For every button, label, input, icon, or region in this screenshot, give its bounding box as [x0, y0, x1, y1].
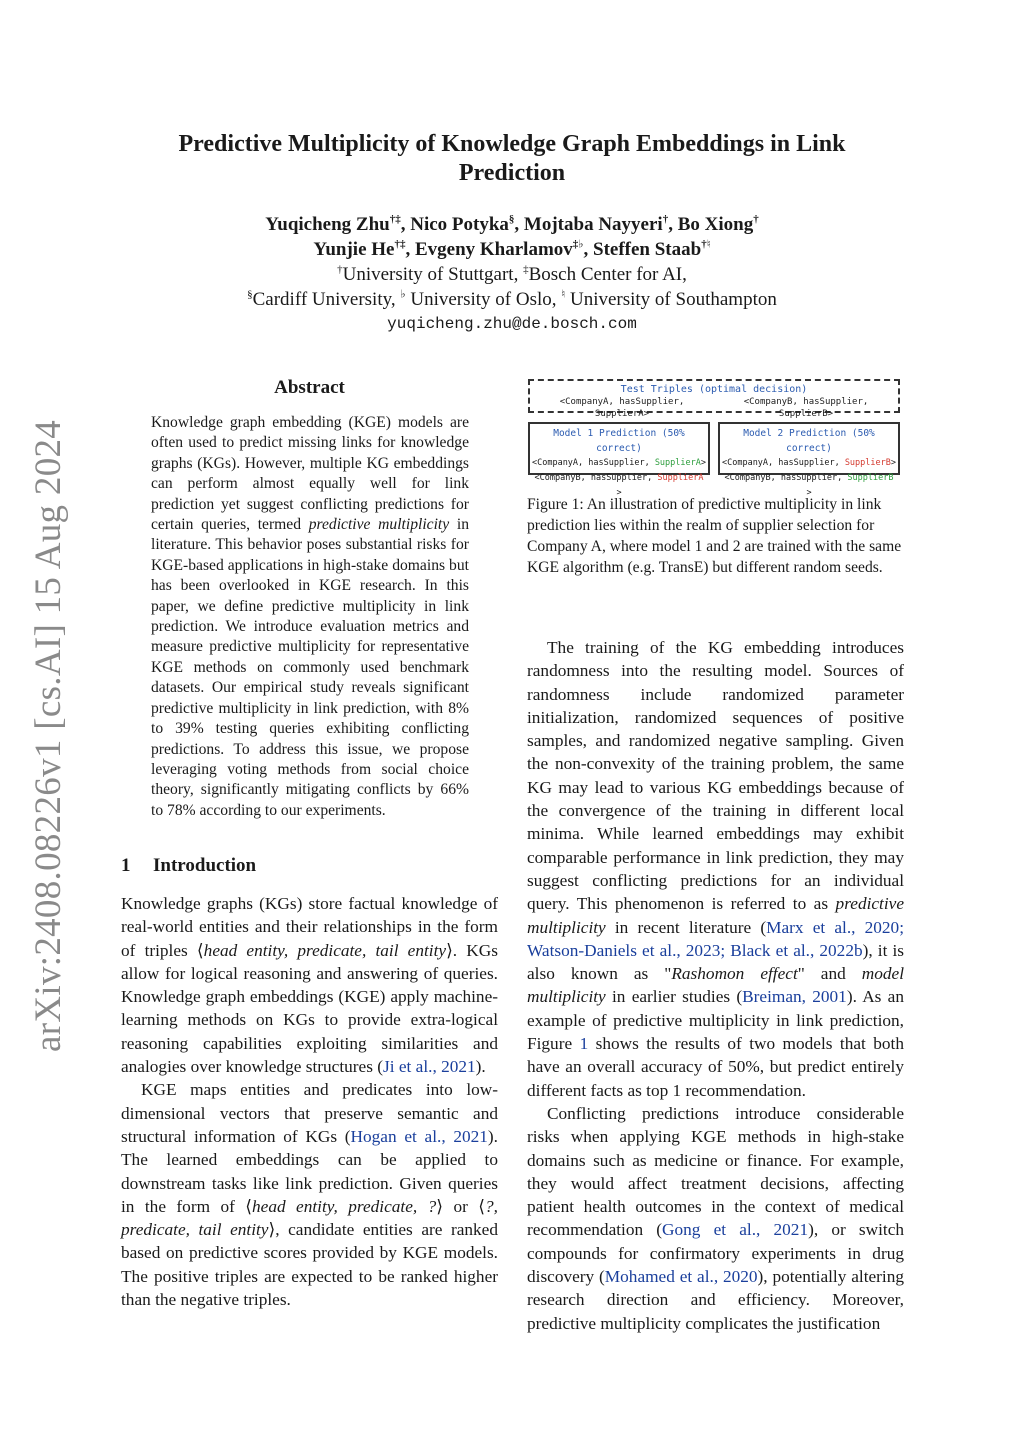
affiliation-line-2: [150, 287, 874, 312]
prediction-row: [530, 456, 708, 471]
figure-test-triples-box: [528, 379, 900, 419]
author-mark: ‡♭: [572, 238, 584, 251]
affiliation: University of Southampton: [565, 289, 777, 310]
author-name: Mojtaba Nayyeri: [523, 214, 663, 235]
figure-box-header: Model 2 Prediction (50% correct): [743, 428, 875, 454]
triple-suffix: >: [806, 488, 812, 498]
text-run: ⟩ or ⟨: [436, 1196, 486, 1216]
affiliation-line-1: [150, 262, 874, 287]
author-mark: †: [662, 213, 669, 226]
affiliation: University of Stuttgart,: [342, 264, 524, 285]
citation-link[interactable]: Ji et al., 2021: [383, 1057, 476, 1077]
paragraph: [527, 1102, 904, 1335]
text-emphasis: ?, predicate, tail entity: [121, 1196, 498, 1240]
triple-suffix: >: [700, 458, 706, 468]
triple-prefix: <CompanyB, hasSupplier,: [534, 473, 658, 483]
triple-prefix: <CompanyA, hasSupplier,: [721, 458, 845, 468]
author-name: Nico Potyka: [410, 214, 509, 235]
citation-link[interactable]: Breiman, 2001: [742, 987, 847, 1007]
wrong-prediction: SupplierA: [657, 473, 704, 483]
author-mark: †‡: [394, 238, 406, 251]
affiliation-mark: †: [337, 263, 343, 276]
abstract-emphasis: predictive multiplicity: [308, 516, 450, 534]
triple-suffix: >: [890, 458, 896, 468]
paragraph: [121, 892, 498, 1078]
abstract-text: [151, 413, 469, 821]
text-run: " and: [797, 964, 862, 984]
text-emphasis: predictive multiplicity: [527, 894, 904, 937]
test-triple: <CompanyA, hasSupplier, SupplierA>: [559, 397, 685, 419]
figure-model-1-box: [528, 422, 710, 498]
citation-link[interactable]: Mohamed et al., 2020: [604, 1267, 758, 1287]
text-run: ), or switch compounds for confirmatory experiments in drug discovery (: [527, 1220, 905, 1287]
author-names-line-1: Yuqicheng Zhu†‡, Nico Potyka§, Mojtaba Nayyeri†, Bo Xiong†: [265, 213, 759, 235]
affiliation: Bosch Center for AI,: [528, 264, 687, 285]
text-run: in recent literature (: [605, 917, 767, 937]
section-heading-introduction: [121, 855, 498, 877]
text-run: ).: [475, 1057, 486, 1077]
test-triple: <CompanyB, hasSupplier, SupplierB>: [743, 397, 869, 419]
text-run: Conflicting predictions introduce considerable risks when applying KGE methods in high-stake domains such as medicine or finance. For example, they would affect treatment decisions, affecting patient health outcomes in the context of medical recommendation (: [527, 1103, 904, 1240]
citation-link[interactable]: Gong et al., 2021: [662, 1220, 809, 1240]
author-mark: †♮: [701, 238, 711, 251]
section-number: 1: [121, 855, 131, 876]
author-name: Yuqicheng Zhu: [265, 214, 390, 235]
text-run: ), it is also known as ": [527, 940, 904, 984]
text-run: shows the results of two models that both have an overall accuracy of 50%, but predict entirely different facts as top 1 recommendation.: [527, 1034, 904, 1100]
text-run: ), potentially altering research direction and efficiency. Moreover, predictive multiplicity complicates the justification: [527, 1267, 904, 1333]
affiliation: University of Oslo,: [405, 289, 562, 310]
figure-caption: Figure 1: An illustration of predictive multiplicity in link prediction lies within the realm of supplier selection for Company A, where model 1 and 2 are trained with the same KGE algorithm (e.g. TransE) but different random seeds.: [527, 496, 902, 576]
abstract-heading: Abstract: [274, 377, 345, 398]
prediction-row: [720, 456, 898, 471]
author-name: Bo Xiong: [677, 214, 754, 235]
text-run: ⟩, candidate entities are ranked based on predictive scores provided by KGE models. The positive triples are expected to be ranked higher than the negative triples.: [121, 1220, 498, 1310]
citation-link[interactable]: Hogan et al., 2021: [350, 1126, 488, 1146]
affiliation-mark: §: [247, 288, 253, 301]
abstract-part: in literature. This behavior poses substantial risks for KGE-based applications in high-stake domains but has been overlooked in KGE research. In this paper, we define predictive multiplicity in link prediction. We introduce evaluation metrics and measure predictive multiplicity for representative KGE methods on commonly used benchmark datasets. Our empirical study reveals significant predictive multiplicity in link prediction, with 8% to 39% testing queries exhibiting conflicting predictions. To address this issue, we propose leveraging voting methods from social choice theory, significantly mitigating conflicts by 66% to 78% according to our experiments.: [151, 516, 469, 819]
correct-prediction: SupplierB: [847, 473, 894, 483]
text-emphasis: head entity, predicate, tail entity: [203, 940, 447, 960]
affiliation: Cardiff University,: [252, 289, 401, 310]
citation-link[interactable]: Marx et al., 2020; Watson-Daniels et al., 2023; Black et al., 2022b: [527, 917, 904, 960]
author-mark: §: [508, 213, 515, 226]
author-name: Evgeny Kharlamov: [414, 239, 573, 260]
triple-prefix: <CompanyB, hasSupplier,: [724, 473, 848, 483]
triple-suffix: >: [616, 488, 622, 498]
text-run: Knowledge graphs (KGs) store factual knowledge of real-world entities and their relationships in the form of triples ⟨: [121, 894, 498, 960]
text-emphasis: model multiplicity: [527, 964, 905, 1007]
paper-title: Predictive Multiplicity of Knowledge Graph Embeddings in Link Prediction: [178, 131, 846, 186]
text-run: ⟩. KGs allow for logical reasoning and answering of queries. Knowledge graph embeddings (KGE) apply machine-learning methods on KGs to provide extra-logical reasoning capabilities exploiting similarities and analogies over knowledge structures (: [121, 940, 498, 1077]
author-mark: †: [753, 213, 759, 226]
figure-box-header: Test Triples (optimal decision): [620, 384, 808, 395]
figure-reference-link[interactable]: 1: [579, 1034, 589, 1054]
text-run: ). As an example of predictive multiplicity in link prediction, Figure: [527, 987, 904, 1054]
figure-box-header: Model 1 Prediction (50% correct): [553, 428, 685, 454]
text-run: The training of the KG embedding introduces randomness into the resulting model. Sources of randomness include randomized parameter initialization, randomized sequences of positive samples, and randomized negative sampling. Given the non-convexity of the training problem, the same KG may lead to various KG embeddings because of the convergence of the training in different local minima. While learned embeddings may exhibit comparable performance in link prediction, they may suggest conflicting predictions for an individual query. This phenomenon is referred to as: [527, 638, 904, 914]
introduction-body: [121, 892, 498, 1311]
right-column-body: [527, 636, 904, 1335]
text-run: KGE maps entities and predicates into low-dimensional vectors that preserve semantic and structural information of KGs (: [121, 1080, 498, 1146]
text-emphasis: head entity, predicate, ?: [252, 1196, 437, 1216]
affiliation-mark: ♭: [400, 288, 406, 301]
affiliation-mark: ‡: [523, 263, 529, 276]
contact-email[interactable]: yuqicheng.zhu@de.bosch.com: [387, 315, 637, 333]
author-block: [150, 212, 874, 337]
author-names-line-2: Yunjie He†‡, Evgeny Kharlamov‡♭, Steffen Staab†♮: [313, 238, 711, 260]
affiliation-mark: ♮: [561, 288, 566, 301]
figure-model-2-box: [718, 422, 900, 498]
text-run: ). The learned embeddings can be applied to downstream tasks like link prediction. Given queries in the form of ⟨: [121, 1126, 498, 1216]
arxiv-identifier: arXiv:2408.08226v1 [cs.AI] 15 Aug 2024: [28, 419, 69, 1052]
abstract-part: Knowledge graph embedding (KGE) models are often used to predict missing links for knowledge graphs (KGs). However, multiple KG embeddings can perform almost equally well for link prediction yet suggest conflicting predictions for certain queries, termed: [151, 414, 469, 534]
wrong-prediction: SupplierB: [844, 458, 891, 468]
section-title: Introduction: [153, 855, 257, 876]
author-mark: †‡: [389, 213, 401, 226]
triple-prefix: <CompanyA, hasSupplier,: [531, 458, 655, 468]
author-name: Yunjie He: [313, 239, 395, 260]
text-run: in earlier studies (: [605, 987, 743, 1007]
text-emphasis: Rashomon effect: [671, 964, 798, 984]
paragraph: [527, 636, 904, 1102]
author-name: Steffen Staab: [593, 239, 702, 260]
paragraph: [121, 1078, 498, 1311]
correct-prediction: SupplierA: [654, 458, 701, 468]
